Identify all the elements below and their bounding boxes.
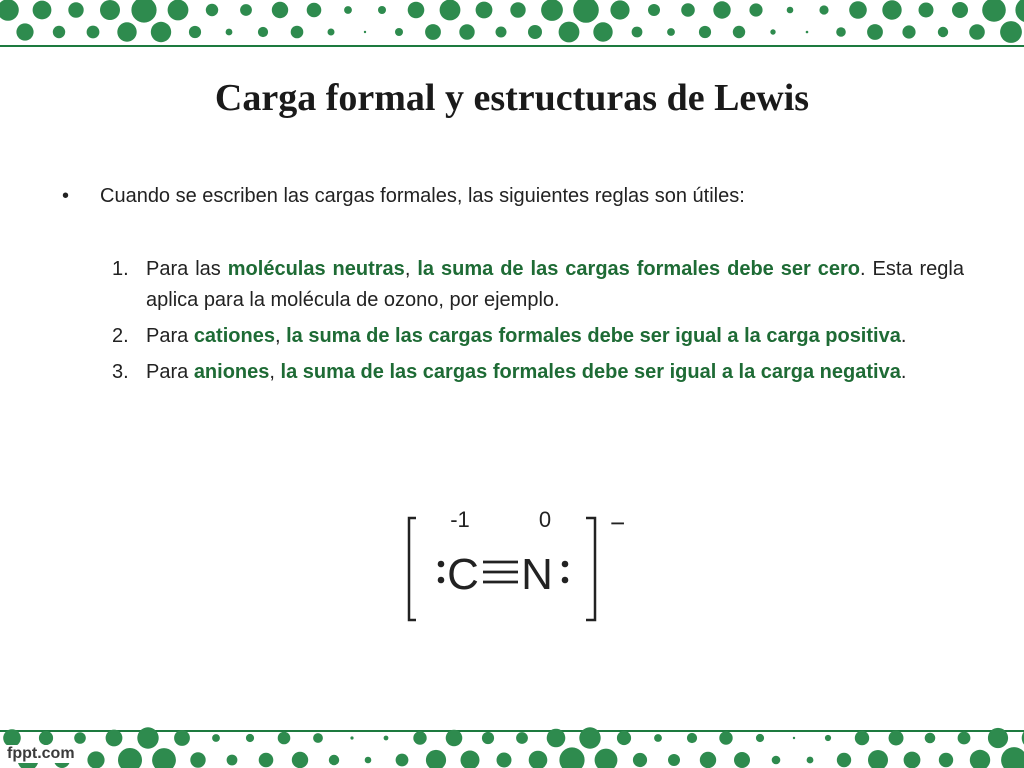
decorative-dot	[364, 31, 366, 33]
decorative-dot	[100, 0, 120, 20]
right-bracket	[586, 518, 595, 620]
bullet-marker: •	[62, 185, 70, 207]
rule-highlight: cationes	[193, 325, 275, 347]
decorative-dot	[559, 747, 584, 768]
decorative-dot	[1000, 21, 1022, 43]
decorative-dot	[0, 0, 19, 21]
rule-text: ,	[269, 361, 281, 383]
top-dot-border	[0, 0, 1024, 48]
decorative-dot	[39, 731, 53, 745]
decorative-dot	[855, 731, 869, 745]
decorative-dot	[459, 24, 474, 39]
decorative-dot	[547, 729, 566, 748]
decorative-dot	[272, 2, 288, 18]
decorative-dot	[74, 732, 86, 744]
slide-title: Carga formal y estructuras de Lewis	[214, 77, 810, 119]
decorative-dot	[440, 0, 461, 20]
decorative-dot	[516, 732, 528, 744]
decorative-dot	[632, 27, 643, 38]
decorative-dot	[482, 732, 494, 744]
decorative-dot	[734, 752, 750, 768]
decorative-dot	[749, 3, 762, 16]
decorative-dot	[528, 25, 542, 39]
decorative-dot	[595, 749, 618, 768]
decorative-dot	[329, 755, 339, 765]
rule-number: 2.	[112, 325, 129, 347]
rule-highlight: la suma de las cargas formales debe ser igual a la carga positiva	[286, 325, 901, 347]
decorative-dot	[425, 24, 441, 40]
decorative-dot	[413, 731, 426, 744]
decorative-dot	[426, 750, 446, 768]
decorative-dot	[988, 728, 1008, 748]
decorative-dot	[174, 730, 190, 746]
decorative-dot	[982, 0, 1006, 22]
decorative-dot	[787, 7, 794, 14]
decorative-dot	[687, 733, 697, 743]
decorative-dot	[395, 28, 403, 36]
decorative-dot	[33, 1, 52, 20]
top-divider	[0, 45, 1024, 47]
carbon-formal-charge: -1	[450, 507, 470, 532]
decorative-dot	[668, 754, 680, 766]
decorative-dot	[307, 3, 322, 18]
rule-highlight: la suma de las cargas formales debe ser cero	[417, 258, 860, 280]
decorative-dot	[819, 5, 828, 14]
decorative-dot	[699, 26, 711, 38]
decorative-dot	[770, 29, 775, 34]
decorative-dot	[106, 730, 123, 747]
decorative-dot	[378, 6, 386, 14]
decorative-dot	[1015, 0, 1024, 23]
decorative-dot	[384, 736, 389, 741]
rule-text: . Esta regla aplica para la molécula de ozono, por ejemplo.	[146, 258, 964, 311]
decorative-dot	[292, 752, 308, 768]
decorative-dot	[867, 24, 883, 40]
decorative-dot	[137, 727, 158, 748]
carbon-atom: C	[447, 550, 479, 599]
decorative-dot	[151, 22, 171, 42]
decorative-dot	[68, 2, 83, 17]
decorative-dot	[904, 752, 921, 768]
decorative-dot	[206, 4, 218, 16]
decorative-dot	[117, 22, 136, 41]
rule-text: .	[900, 361, 907, 383]
decorative-dot	[190, 752, 205, 767]
rule-text: Para	[146, 325, 194, 347]
decorative-dot	[610, 0, 629, 19]
decorative-dot	[258, 27, 268, 37]
decorative-dot	[365, 757, 372, 764]
nitrogen-formal-charge: 0	[538, 507, 552, 532]
decorative-dot	[925, 733, 936, 744]
rule-highlight: la suma de las cargas formales debe ser igual a la carga negativa	[280, 361, 901, 383]
decorative-dot	[541, 0, 563, 21]
decorative-dot	[446, 730, 463, 747]
decorative-dot	[681, 3, 695, 17]
decorative-dot	[87, 26, 100, 39]
rule-text: Para las	[146, 258, 228, 280]
intro-bullet-point	[62, 182, 962, 210]
decorative-dot	[756, 734, 764, 742]
decorative-dot	[825, 735, 831, 741]
decorative-dot	[1001, 747, 1024, 768]
nitrogen-lone-pair-dot	[562, 561, 569, 568]
decorative-dot	[593, 22, 612, 41]
left-bracket	[409, 518, 416, 620]
decorative-dot	[226, 29, 233, 36]
decorative-dot	[889, 731, 904, 746]
decorative-dot	[461, 751, 480, 768]
rule-text: ,	[274, 325, 287, 347]
decorative-dot	[291, 26, 304, 39]
rule-item	[112, 321, 964, 352]
top-dots-decoration	[0, 0, 1024, 48]
decorative-dot	[958, 732, 971, 745]
decorative-dot	[313, 733, 323, 743]
decorative-dot	[118, 748, 142, 768]
decorative-dot	[667, 28, 675, 36]
ion-charge-label: −	[610, 508, 626, 538]
decorative-dot	[259, 753, 274, 768]
decorative-dot	[496, 27, 507, 38]
decorative-dot	[807, 757, 814, 764]
decorative-dot	[837, 753, 851, 767]
decorative-dot	[212, 734, 220, 742]
intro-text: Cuando se escriben las cargas formales, las siguientes reglas son útiles:	[100, 185, 745, 207]
decorative-dot	[654, 734, 662, 742]
decorative-dot	[939, 753, 953, 767]
decorative-dot	[408, 2, 425, 19]
bottom-dot-border	[0, 722, 1024, 768]
decorative-dot	[529, 751, 548, 768]
decorative-dot	[733, 26, 745, 38]
decorative-dot	[559, 22, 580, 43]
decorative-dot	[328, 29, 335, 36]
decorative-dot	[344, 6, 352, 14]
fppt-logo: fppt.com	[4, 745, 78, 763]
cyanide-lewis-structure	[400, 500, 640, 630]
rule-text: .	[900, 325, 907, 347]
decorative-dot	[868, 750, 888, 768]
decorative-dot	[849, 1, 867, 19]
decorative-dot	[713, 1, 730, 18]
decorative-dot	[350, 736, 353, 739]
decorative-dot	[902, 25, 915, 38]
carbon-lone-pair-dot	[438, 577, 445, 584]
rule-item	[112, 357, 964, 388]
decorative-dot	[882, 0, 901, 19]
decorative-dot	[952, 2, 968, 18]
decorative-dot	[189, 26, 201, 38]
rule-number: 1.	[112, 258, 129, 280]
decorative-dot	[617, 731, 631, 745]
decorative-dot	[246, 734, 254, 742]
decorative-dot	[793, 737, 795, 739]
decorative-dot	[510, 2, 525, 17]
rules-list	[112, 254, 964, 393]
decorative-dot	[396, 754, 409, 767]
decorative-dot	[719, 731, 732, 744]
rule-text: Para	[146, 361, 194, 383]
decorative-dot	[278, 732, 291, 745]
decorative-dot	[648, 4, 660, 16]
decorative-dot	[53, 26, 65, 38]
carbon-lone-pair-dot	[438, 561, 445, 568]
rule-number: 3.	[112, 361, 129, 383]
decorative-dot	[87, 751, 104, 768]
nitrogen-lone-pair-dot	[562, 577, 569, 584]
decorative-dot	[131, 0, 156, 23]
decorative-dot	[700, 752, 716, 768]
nitrogen-atom: N	[521, 550, 553, 599]
rule-highlight: aniones	[193, 361, 270, 383]
rule-text: ,	[404, 258, 418, 280]
rule-highlight: moléculas neutras	[227, 258, 405, 280]
decorative-dot	[970, 750, 990, 768]
decorative-dot	[579, 727, 600, 748]
decorative-dot	[152, 748, 176, 768]
decorative-dot	[16, 23, 33, 40]
decorative-dot	[938, 27, 948, 37]
decorative-dot	[633, 753, 647, 767]
decorative-dot	[168, 0, 189, 20]
decorative-dot	[836, 27, 846, 37]
decorative-dot	[573, 0, 599, 23]
decorative-dot	[806, 31, 809, 34]
bottom-dots-decoration	[0, 722, 1024, 768]
decorative-dot	[476, 2, 493, 19]
decorative-dot	[919, 3, 934, 18]
decorative-dot	[240, 4, 252, 16]
decorative-dot	[969, 24, 985, 40]
decorative-dot	[497, 753, 512, 768]
decorative-dot	[772, 756, 781, 765]
decorative-dot	[227, 755, 238, 766]
rule-item	[112, 254, 964, 316]
